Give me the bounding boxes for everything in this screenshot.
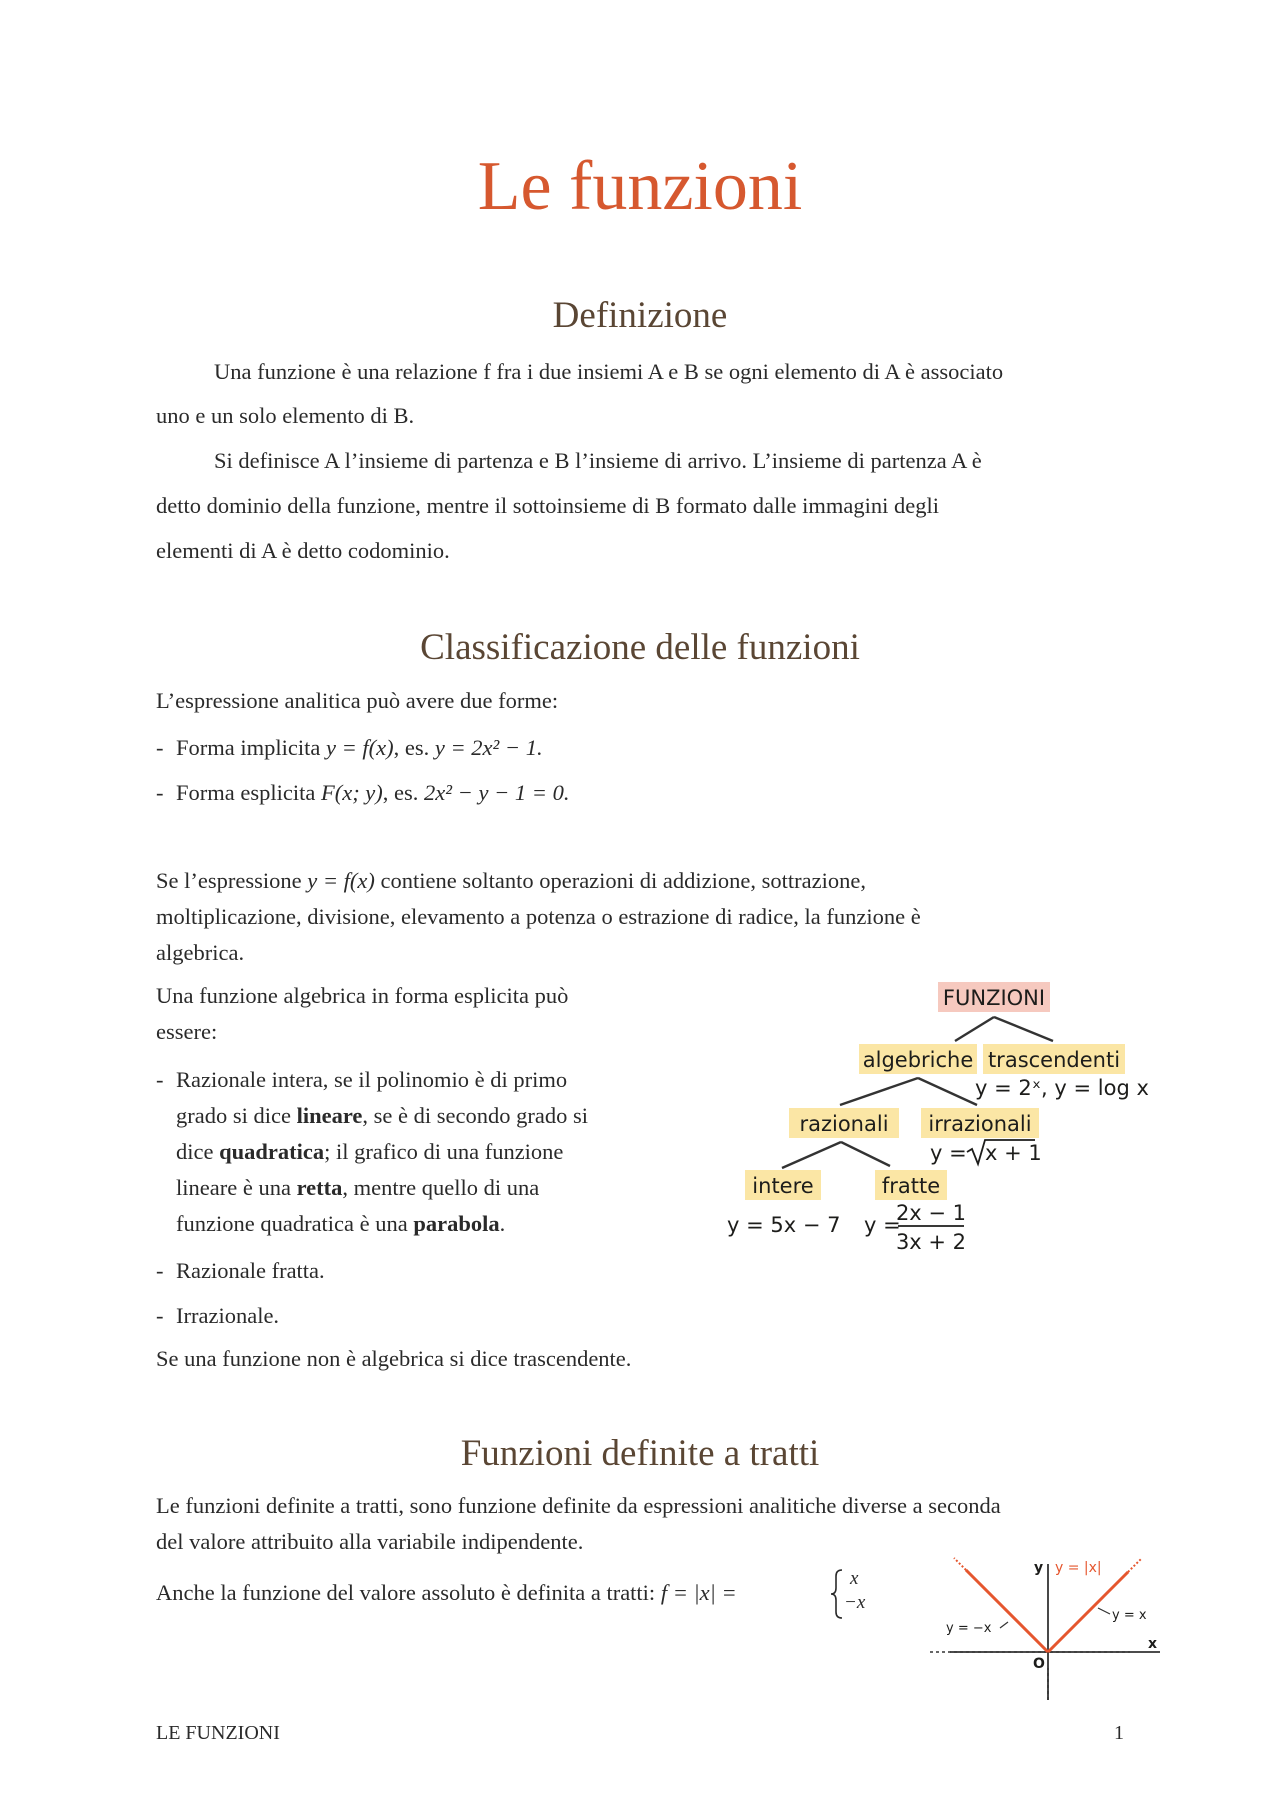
tree-node-irrazionali: irrazionali (928, 1112, 1032, 1136)
right-branch-label: y = x (1112, 1608, 1147, 1623)
tree-node-intere: intere (752, 1174, 814, 1198)
case-positive: x (850, 1568, 859, 1589)
paragraph-line: moltiplicazione, divisione, elevamento a potenza o estrazione di radice, la funzione è (156, 904, 921, 929)
paragraph-line: Si definisce A l’insieme di partenza e B l’insieme di arrivo. L’insieme di partenza A è (214, 448, 982, 473)
heading-definizione: Definizione (552, 295, 728, 336)
list-item: grado si dice lineare, se è di secondo grado si (176, 1103, 588, 1128)
tree-node-root: FUNZIONI (942, 986, 1046, 1010)
heading-classificazione: Classificazione delle funzioni (420, 627, 860, 668)
tree-trascendenti-example: y = 2ˣ, y = log x (975, 1076, 1149, 1100)
abs-function-label: y = |x| (1055, 1560, 1102, 1576)
paragraph-line: detto dominio della funzione, mentre il sottoinsieme di B formato dalle immagini degli (156, 493, 939, 518)
list-item: funzione quadratica è una parabola. (176, 1211, 506, 1236)
page-number: 1 (1114, 1722, 1124, 1744)
tree-fratte-example-y: y = (864, 1213, 901, 1237)
paragraph-line: Se l’espressione y = f(x) contiene soltanto operazioni di addizione, sottrazione, (156, 868, 866, 893)
tree-node-algebriche: algebriche (862, 1048, 974, 1072)
tree-node-trascendenti: trascendenti (987, 1048, 1121, 1072)
paragraph-line: algebrica. (156, 940, 245, 965)
paragraph-line: L’espressione analitica può avere due forme: (156, 688, 559, 713)
tree-node-razionali: razionali (799, 1112, 889, 1136)
list-item: Razionale intera, se il polinomio è di primo (176, 1067, 568, 1092)
paragraph-line: Una funzione algebrica in forma esplicita può (156, 983, 569, 1008)
x-axis-label: x (1148, 1636, 1158, 1652)
paragraph-line: Anche la funzione del valore assoluto è definita a tratti: f = |x| = (156, 1580, 737, 1605)
paragraph-line: Una funzione è una relazione f fra i due insiemi A e B se ogni elemento di A è associato (214, 359, 1004, 384)
list-dash: - (156, 1067, 164, 1092)
tree-irrazionali-example-radicand: x + 1 (985, 1141, 1042, 1165)
tree-intere-example: y = 5x − 7 (727, 1213, 841, 1237)
graph-line-left (966, 1570, 1048, 1652)
tree-fratte-denominator: 3x + 2 (895, 1230, 967, 1254)
tree-fratte-numerator: 2x − 1 (895, 1201, 967, 1225)
tree-node-fratte: fratte (881, 1174, 941, 1198)
paragraph-line: Le funzioni definite a tratti, sono funzione definite da espressioni analitiche diverse a seconda (156, 1493, 1001, 1518)
y-axis-label: y (1034, 1560, 1044, 1576)
list-item: lineare è una retta, mentre quello di una (176, 1175, 540, 1200)
piecewise-cases (830, 1568, 890, 1620)
footer-title: LE FUNZIONI (156, 1722, 280, 1744)
classification-tree-diagram (715, 970, 1155, 1260)
page-title: Le funzioni (477, 148, 803, 225)
tree-irrazionali-example-y: y = (930, 1141, 967, 1165)
paragraph-line: del valore attribuito alla variabile indipendente. (156, 1529, 584, 1554)
paragraph-line: elementi di A è detto codominio. (156, 538, 450, 563)
origin-label: O (1033, 1656, 1045, 1672)
paragraph-line: essere: (156, 1019, 218, 1044)
left-branch-label: y = −x (946, 1621, 992, 1636)
case-negative: −x (844, 1592, 866, 1613)
list-item: dice quadratica; il grafico di una funzione (176, 1139, 564, 1164)
paragraph-line: uno e un solo elemento di B. (156, 403, 415, 428)
brace-icon (830, 1568, 844, 1620)
heading-definite-a-tratti: Funzioni definite a tratti (460, 1433, 820, 1474)
absolute-value-graph (930, 1550, 1170, 1700)
paragraph-line: Se una funzione non è algebrica si dice trascendente. (156, 1346, 632, 1371)
